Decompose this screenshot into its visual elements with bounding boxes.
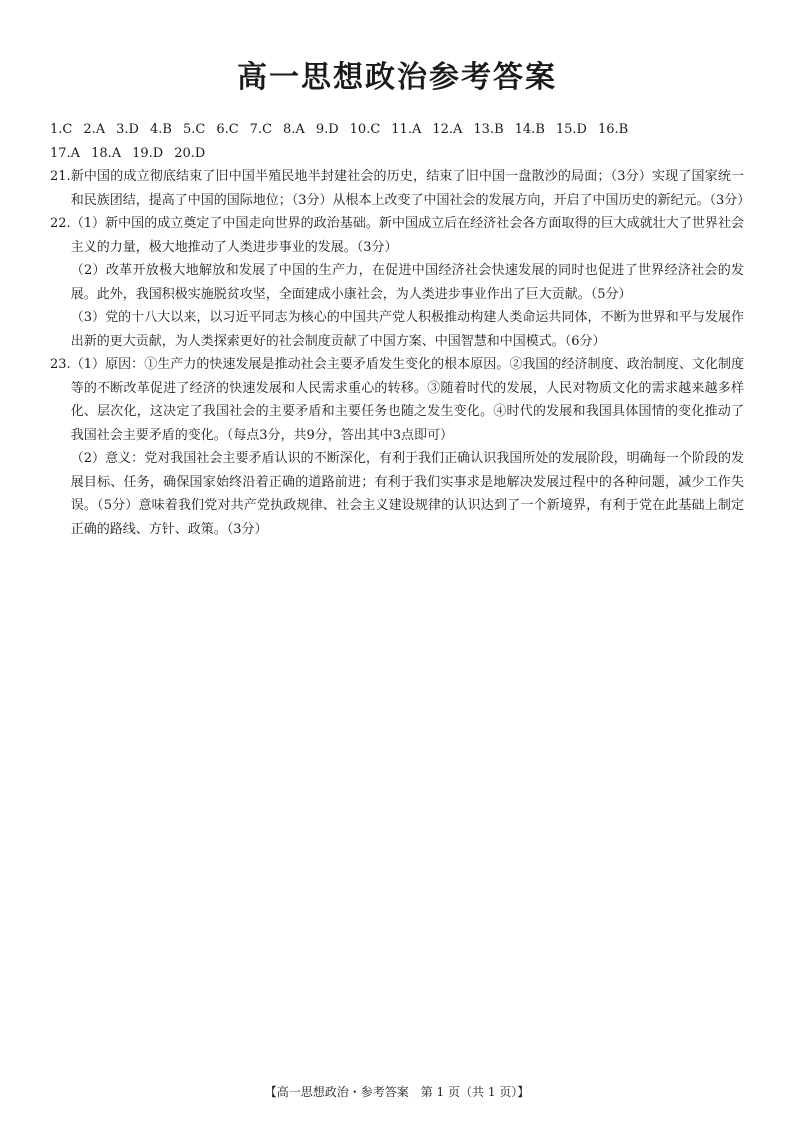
mc-answer: 17.A (50, 145, 81, 161)
mc-answer: 6.C (216, 122, 239, 137)
mc-answer: 18.A (91, 145, 122, 161)
question-22 (50, 212, 744, 353)
page-footer: 【高一思想政治・参考答案 第 1 页（共 1 页）】 (264, 1085, 530, 1099)
question-number: 21. (50, 169, 71, 184)
mc-answer: 8.A (283, 122, 305, 137)
mc-answer: 3.D (116, 122, 139, 137)
page-title: 高一思想政治参考答案 (237, 60, 557, 95)
mc-answer: 16.B (597, 122, 629, 137)
mc-answer: 5.C (182, 122, 206, 137)
mc-answer: 19.D (132, 145, 164, 161)
mc-answer: 12.A (432, 122, 463, 137)
multiple-choice-answers (50, 118, 744, 142)
mc-answer: 15.D (555, 122, 587, 137)
question-number: 23. (50, 357, 71, 372)
answer-part-3: （3）党的十八大以来，以习近平同志为核心的中国共产党人积极推动构建人类命运共同体，不断为世界和平与发展作出新的更大贡献，为人类探索更好的社会制度贡献了中国方案、中国智慧和中国模式。（6分） (70, 310, 744, 349)
answer-text: 新中国的成立彻底结束了旧中国半殖民地半封建社会的历史，结束了旧中国一盘散沙的局面；（3分）实现了国家统一和民族团结，提高了中国的国际地位；（3分）从根本上改变了中国社会的发展方向，开启了中国历史的新纪元。（3分） (70, 169, 751, 208)
answer-part-2: （2）意义：党对我国社会主要矛盾认识的不断深化，有利于我们正确认识我国所处的发展阶段，明确每一个阶段的发展目标、任务，确保国家始终沿着正确的道路前进；有利于我们实事求是地解决发展过程中的各种问题，减少工作失误。（5分）意味着我们党对共产党执政规律、社会主义建设规律的认识达到了一个新境界，有利于党在此基础上制定正确的路线、方针、政策。（3分） (70, 451, 744, 537)
mc-answer: 14.B (514, 122, 545, 137)
multiple-choice-answers-row2 (50, 142, 744, 166)
question-23 (50, 353, 744, 541)
answer-part-2: （2）改革开放极大地解放和发展了中国的生产力，在促进中国经济社会快速发展的同时也促进了世界经济社会的发展。此外，我国积极实施脱贫攻坚，全面建成小康社会，为人类进步事业作出了巨大贡献。（5分） (70, 263, 744, 302)
answer-content (50, 118, 751, 541)
mc-answer: 2.A (83, 122, 106, 137)
mc-answer: 1.C (50, 122, 73, 137)
mc-answer: 20.D (174, 145, 206, 161)
answer-part-1: （1）原因：①生产力的快速发展是推动社会主要矛盾发生变化的根本原因。②我国的经济制度、政治制度、文化制度等的不断改革促进了经济的快速发展和人民需求重心的转移。③随着时代的发展，人民对物质文化的需求越来越多样化、层次化，这决定了我国社会的主要矛盾和主要任务也随之发生变化。④时代的发展和我国具体国情的变化推动了我国社会主要矛盾的变化。（每点3分，共9分，答出其中3点即可） (70, 357, 744, 443)
mc-answer: 10.C (349, 122, 381, 137)
question-21 (50, 165, 751, 212)
mc-answer: 13.B (473, 122, 504, 137)
answer-part-1: （1）新中国的成立奠定了中国走向世界的政治基础。新中国成立后在经济社会各方面取得的巨大成就壮大了世界社会主义的力量，极大地推动了人类进步事业的发展。（3分） (70, 216, 744, 255)
mc-answer: 9.D (315, 122, 339, 137)
mc-answer: 7.C (249, 122, 273, 137)
question-number: 22. (50, 216, 71, 231)
mc-answer: 4.B (149, 122, 172, 137)
mc-answer: 11.A (391, 122, 422, 137)
